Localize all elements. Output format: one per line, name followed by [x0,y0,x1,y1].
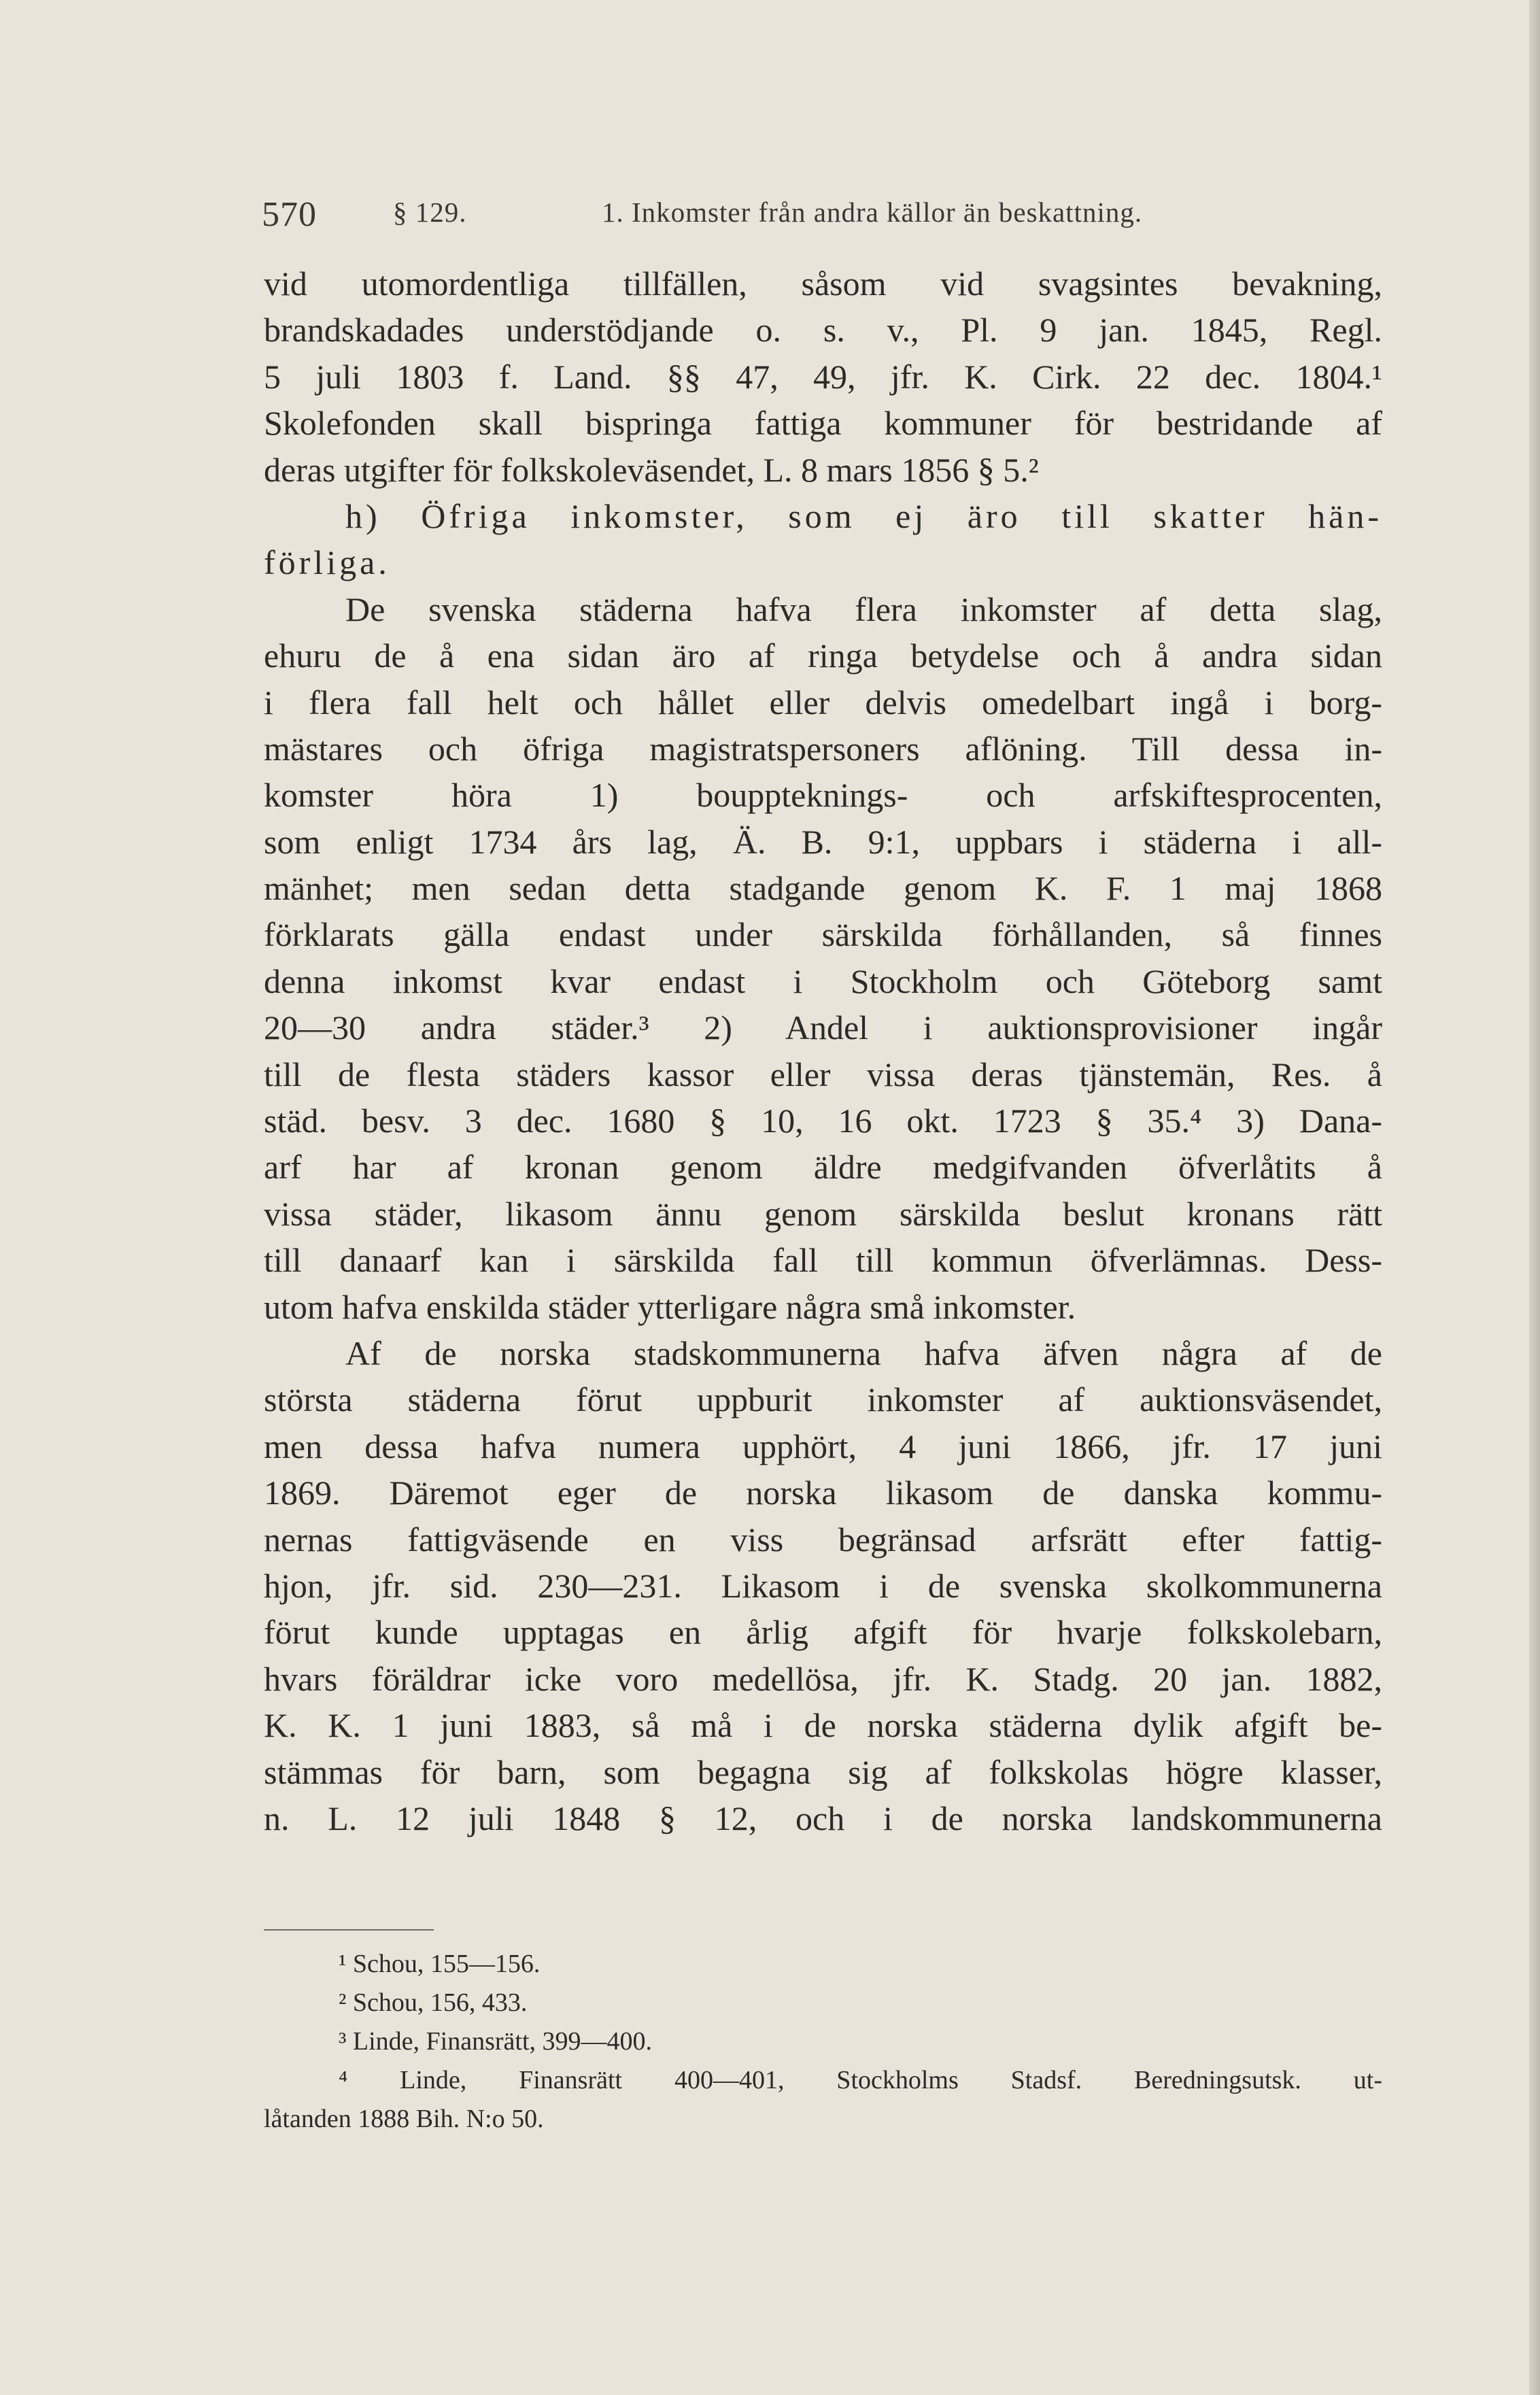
text-line: brandskadades understödjande o. s. v., Pl. 9 jan. 1845, Regl. [264,311,1382,350]
running-title: 1. Inkomster från andra källor än beskattning. [602,197,1143,228]
text-line: De svenska städerna hafva flera inkomster af detta slag, [345,590,1382,628]
running-header [262,189,1384,234]
text-line: utom hafva enskilda städer ytterligare några små inkomster. [264,1287,1076,1326]
footnote: ⁴ Linde, Finansrätt 400—401, Stockholms Stadsf. Beredningsutsk. ut- [339,2066,1382,2094]
text-line: deras utgifter för folkskoleväsendet, L. 8 mars 1856 § 5.² [264,450,1039,489]
page-number: 570 [262,195,317,234]
text-line: men dessa hafva numera upphört, 4 juni 1866, jfr. 17 juni [264,1427,1382,1465]
text-line: i flera fall helt och hållet eller delvis omedelbart ingå i borg- [264,683,1382,721]
body-text [264,260,1382,1841]
footnotes [264,1945,1382,2139]
footnote-separator [264,1929,434,1931]
text-line: städ. besv. 3 dec. 1680 § 10, 16 okt. 1723 § 35.⁴ 3) Dana- [264,1102,1382,1140]
section-number: § 129. [393,197,467,228]
text-line: hvars föräldrar icke voro medellösa, jfr. K. Stadg. 20 jan. 1882, [264,1659,1382,1698]
text-line: denna inkomst kvar endast i Stockholm och Göteborg samt [264,962,1382,1000]
text-line: Skolefonden skall bispringa fattiga kommuner för bestridande af [264,404,1382,443]
text-line: arf har af kronan genom äldre medgifvanden öfverlåtits å [264,1148,1382,1187]
text-line: hjon, jfr. sid. 230—231. Likasom i de svenska skolkommunerna [264,1566,1382,1605]
text-line: mänhet; men sedan detta stadgande genom K. F. 1 maj 1868 [264,869,1382,908]
footnote-continuation: låtanden 1888 Bih. N:o 50. [264,2105,544,2133]
text-line: 20—30 andra städer.³ 2) Andel i auktionsprovisioner ingår [264,1008,1382,1047]
text-line: största städerna förut uppburit inkomster af auktionsväsendet, [264,1380,1382,1419]
footnote: ² Schou, 156, 433. [339,1988,528,2017]
text-line: som enligt 1734 års lag, Ä. B. 9:1, uppbars i städerna i all- [264,822,1382,861]
text-line: mästares och öfriga magistratspersoners aflöning. Till dessa in- [264,729,1382,768]
text-line: nernas fattigväsende en viss begränsad arfsrätt efter fattig- [264,1520,1382,1559]
text-line: 5 juli 1803 f. Land. §§ 47, 49, jfr. K. Cirk. 22 dec. 1804.¹ [264,357,1382,396]
text-line: vissa städer, likasom ännu genom särskilda beslut kronans rätt [264,1194,1382,1233]
text-line: förut kunde upptagas en årlig afgift för hvarje folkskolebarn, [264,1613,1382,1652]
text-line: n. L. 12 juli 1848 § 12, och i de norska landskommunerna [264,1799,1382,1837]
subheading-line: h) Öfriga inkomster, som ej äro till skatter hän- [345,496,1382,535]
footnote: ¹ Schou, 155—156. [339,1950,541,1978]
text-line: till danaarf kan i särskilda fall till kommun öfverlämnas. Dess- [264,1241,1382,1280]
text-line: stämmas för barn, som begagna sig af folkskolas högre klasser, [264,1752,1382,1791]
subheading-line: förliga. [264,543,390,582]
text-line: Af de norska stadskommunerna hafva äfven några af de [345,1334,1382,1372]
page-edge [1529,0,1540,2395]
text-line: 1869. Däremot eger de norska likasom de danska kommu- [264,1474,1382,1512]
text-line: K. K. 1 juni 1883, så må i de norska städerna dylik afgift be- [264,1706,1382,1745]
text-line: ehuru de å ena sidan äro af ringa betydelse och å andra sidan [264,636,1382,675]
text-line: vid utomordentliga tillfällen, såsom vid svagsintes bevakning, [264,265,1382,303]
text-line: komster höra 1) bouppteknings- och arfskiftesprocenten, [264,776,1382,815]
text-line: till de flesta städers kassor eller vissa deras tjänstemän, Res. å [264,1055,1382,1093]
text-line: förklarats gälla endast under särskilda förhållanden, så finnes [264,915,1382,954]
footnote: ³ Linde, Finansrätt, 399—400. [339,2027,653,2056]
